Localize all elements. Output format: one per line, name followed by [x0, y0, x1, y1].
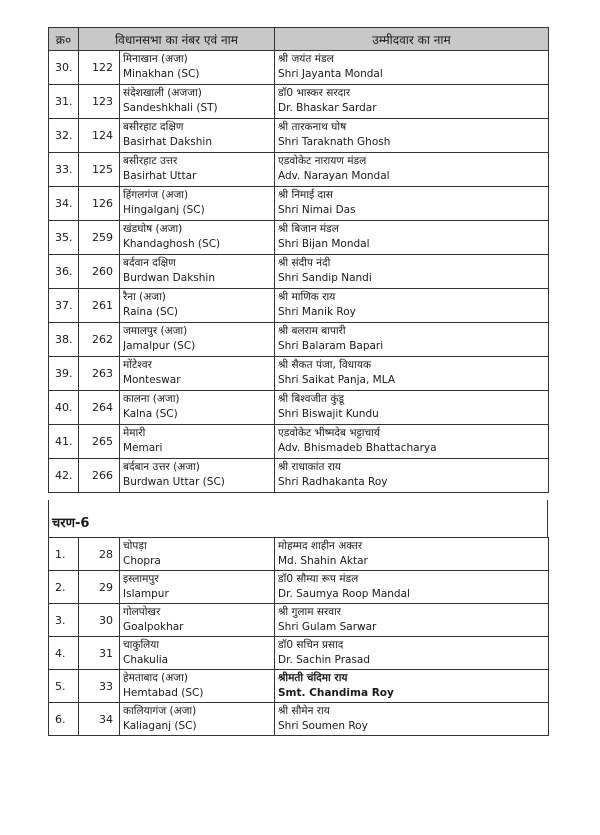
- phase-gap: [48, 500, 548, 511]
- constituency-number: 125: [79, 153, 120, 187]
- serial-number: 5.: [49, 670, 79, 703]
- candidate-name-hindi: डॉ0 सौम्या रूप मंडल: [278, 573, 359, 585]
- constituency-name: [120, 221, 275, 255]
- table-row: [49, 357, 549, 391]
- serial-number: 42.: [49, 459, 79, 493]
- candidate-name-english: Adv. Narayan Mondal: [278, 170, 390, 182]
- constituency-name-hindi: गोलपोखर: [123, 606, 161, 618]
- constituency-number: 124: [79, 119, 120, 153]
- constituency-name-hindi: हिंगलगंज (अजा): [123, 189, 189, 201]
- constituency-name-english: Jamalpur (SC): [123, 340, 196, 352]
- candidate-name-english: Dr. Sachin Prasad: [278, 654, 371, 666]
- candidate-name-hindi: श्री बिजान मंडल: [278, 223, 339, 235]
- candidate-name-english: Dr. Saumya Roop Mandal: [278, 588, 410, 600]
- constituency-name-english: Kalna (SC): [123, 408, 178, 420]
- serial-number: 36.: [49, 255, 79, 289]
- constituency-name: [120, 637, 275, 670]
- candidate-name: [275, 637, 549, 670]
- serial-number: 37.: [49, 289, 79, 323]
- candidate-table-1: [48, 27, 549, 493]
- table-row: [49, 538, 549, 571]
- constituency-name: [120, 187, 275, 221]
- constituency-number: 264: [79, 391, 120, 425]
- header-sn: क्र०: [49, 28, 79, 51]
- table-row: [49, 255, 549, 289]
- candidate-name: [275, 153, 549, 187]
- candidate-name-hindi: श्री जयंत मंडल: [278, 53, 334, 65]
- serial-number: 4.: [49, 637, 79, 670]
- serial-number: 41.: [49, 425, 79, 459]
- constituency-number: 28: [79, 538, 120, 571]
- constituency-name-english: Hingalganj (SC): [123, 204, 205, 216]
- constituency-name-english: Kaliaganj (SC): [123, 720, 197, 732]
- constituency-number: 34: [79, 703, 120, 736]
- table-row: [49, 391, 549, 425]
- table-row: [49, 604, 549, 637]
- constituency-name-hindi: खंडघोष (अजा): [123, 223, 183, 235]
- candidate-name-hindi: श्री तारकनाथ घोष: [278, 121, 347, 133]
- candidate-name-hindi: श्री सैकत पंजा, विधायक: [278, 359, 372, 371]
- candidate-name: [275, 357, 549, 391]
- candidate-name-hindi: श्री संदीप नंदी: [278, 257, 331, 269]
- table-row: [49, 425, 549, 459]
- table-row: [49, 51, 549, 85]
- table-row: [49, 670, 549, 703]
- constituency-number: 123: [79, 85, 120, 119]
- candidate-name-english: Shri Taraknath Ghosh: [278, 136, 391, 148]
- constituency-name: [120, 538, 275, 571]
- constituency-name-english: Sandeshkhali (ST): [123, 102, 218, 114]
- candidate-name: [275, 119, 549, 153]
- constituency-number: 265: [79, 425, 120, 459]
- constituency-name-english: Goalpokhar: [123, 621, 184, 633]
- header-candidate: उम्मीदवार का नाम: [275, 28, 549, 51]
- table-row: [49, 119, 549, 153]
- candidate-name: [275, 323, 549, 357]
- constituency-number: 263: [79, 357, 120, 391]
- constituency-name-english: Monteswar: [123, 374, 181, 386]
- constituency-name-english: Chakulia: [123, 654, 169, 666]
- candidate-name-english: Md. Shahin Aktar: [278, 555, 368, 567]
- candidate-name-hindi: डॉ0 सचिन प्रसाद: [278, 639, 344, 651]
- table-row: [49, 459, 549, 493]
- candidate-name: [275, 703, 549, 736]
- constituency-name: [120, 459, 275, 493]
- constituency-name-english: Hemtabad (SC): [123, 687, 204, 699]
- candidate-name: [275, 85, 549, 119]
- candidate-name: [275, 289, 549, 323]
- candidate-table-2: [48, 537, 549, 736]
- candidate-name: [275, 604, 549, 637]
- candidate-name-hindi: श्री माणिक राय: [278, 291, 336, 303]
- constituency-name-hindi: बसीरहाट दक्षिण: [123, 121, 184, 133]
- serial-number: 38.: [49, 323, 79, 357]
- constituency-name: [120, 425, 275, 459]
- candidate-name-hindi: एडवोकेट नारायण मंडल: [278, 155, 367, 167]
- constituency-number: 122: [79, 51, 120, 85]
- constituency-name: [120, 323, 275, 357]
- constituency-name-hindi: हेमताबाद (अजा): [123, 672, 188, 684]
- constituency-name: [120, 153, 275, 187]
- constituency-name-hindi: जमालपुर (अजा): [123, 325, 188, 337]
- candidate-name-hindi: श्री गुलाम सरवार: [278, 606, 342, 618]
- constituency-name-english: Minakhan (SC): [123, 68, 200, 80]
- constituency-name: [120, 357, 275, 391]
- constituency-number: 126: [79, 187, 120, 221]
- constituency-name: [120, 571, 275, 604]
- constituency-name: [120, 85, 275, 119]
- serial-number: 34.: [49, 187, 79, 221]
- constituency-name-hindi: इस्लामपुर: [123, 573, 159, 585]
- serial-number: 39.: [49, 357, 79, 391]
- constituency-name-hindi: बर्दबान उत्तर (अजा): [123, 461, 200, 473]
- constituency-name: [120, 703, 275, 736]
- serial-number: 30.: [49, 51, 79, 85]
- candidate-name-english: Shri Gulam Sarwar: [278, 621, 377, 633]
- candidate-name-hindi: श्रीमती चंदिमा राय: [278, 672, 348, 684]
- header-row: [49, 28, 549, 51]
- table-row: [49, 187, 549, 221]
- serial-number: 31.: [49, 85, 79, 119]
- candidate-name-hindi: डॉ0 भास्कर सरदार: [278, 87, 351, 99]
- constituency-name-hindi: रैना (अजा): [123, 291, 166, 303]
- constituency-name: [120, 391, 275, 425]
- candidate-name-english: Shri Saikat Panja, MLA: [278, 374, 396, 386]
- table-row: [49, 703, 549, 736]
- constituency-name-english: Burdwan Dakshin: [123, 272, 215, 284]
- candidate-name: [275, 538, 549, 571]
- constituency-number: 259: [79, 221, 120, 255]
- header-constituency: विधानसभा का नंबर एवं नाम: [79, 28, 275, 51]
- constituency-name-english: Raina (SC): [123, 306, 179, 318]
- serial-number: 33.: [49, 153, 79, 187]
- constituency-name-hindi: मिनाखान (अजा): [123, 53, 188, 65]
- candidate-name-english: Shri Balaram Bapari: [278, 340, 384, 352]
- table-row: [49, 571, 549, 604]
- constituency-name: [120, 670, 275, 703]
- constituency-name-english: Burdwan Uttar (SC): [123, 476, 225, 488]
- candidate-name-english: Shri Nimai Das: [278, 204, 356, 216]
- serial-number: 6.: [49, 703, 79, 736]
- constituency-name-english: Khandaghosh (SC): [123, 238, 221, 250]
- candidate-name-hindi: मोहम्मद शाहीन अक्तर: [278, 540, 363, 552]
- constituency-name-hindi: मेमारी: [123, 427, 146, 439]
- constituency-number: 29: [79, 571, 120, 604]
- candidate-name: [275, 425, 549, 459]
- constituency-number: 262: [79, 323, 120, 357]
- candidate-name-hindi: श्री बिश्वजीत कुंडू: [278, 393, 345, 405]
- table-row: [49, 323, 549, 357]
- candidate-name-hindi: श्री निमाई दास: [278, 189, 333, 201]
- table-row: [49, 221, 549, 255]
- constituency-name-hindi: बसीरहाट उत्तर: [123, 155, 178, 167]
- candidate-name-hindi: एडवोकेट भीष्मदेब भट्टाचार्य: [278, 427, 380, 439]
- constituency-name-english: Chopra: [123, 555, 161, 567]
- constituency-name-hindi: कालियागंज (अजा): [123, 705, 197, 717]
- candidate-name-english: Shri Jayanta Mondal: [278, 68, 383, 80]
- serial-number: 1.: [49, 538, 79, 571]
- constituency-number: 33: [79, 670, 120, 703]
- constituency-name-hindi: चोपड़ा: [123, 540, 147, 552]
- candidate-name: [275, 221, 549, 255]
- candidate-name: [275, 51, 549, 85]
- serial-number: 3.: [49, 604, 79, 637]
- candidate-name: [275, 670, 549, 703]
- constituency-number: 261: [79, 289, 120, 323]
- table-row: [49, 637, 549, 670]
- constituency-name-hindi: संदेशखाली (अजजा): [123, 87, 202, 99]
- phase-heading: चरण-6: [48, 511, 548, 537]
- candidate-name: [275, 571, 549, 604]
- candidate-name-english: Shri Biswajit Kundu: [278, 408, 379, 420]
- constituency-name-hindi: बर्दवान दक्षिण: [123, 257, 176, 269]
- table-row: [49, 289, 549, 323]
- candidate-name: [275, 187, 549, 221]
- candidate-name: [275, 459, 549, 493]
- constituency-name: [120, 255, 275, 289]
- candidate-name-english: Shri Radhakanta Roy: [278, 476, 388, 488]
- serial-number: 2.: [49, 571, 79, 604]
- constituency-name: [120, 51, 275, 85]
- serial-number: 40.: [49, 391, 79, 425]
- constituency-name-english: Basirhat Dakshin: [123, 136, 212, 148]
- constituency-name-english: Basirhat Uttar: [123, 170, 197, 182]
- candidate-name-english: Shri Bijan Mondal: [278, 238, 370, 250]
- candidate-name-english: Shri Soumen Roy: [278, 720, 368, 732]
- serial-number: 35.: [49, 221, 79, 255]
- constituency-name-hindi: मोंटेश्वर: [123, 359, 152, 371]
- candidate-name-english: Shri Manik Roy: [278, 306, 356, 318]
- table-row: [49, 153, 549, 187]
- candidate-name-english: Smt. Chandima Roy: [278, 687, 394, 699]
- constituency-name: [120, 604, 275, 637]
- candidate-name-hindi: श्री राधाकांत राय: [278, 461, 341, 473]
- candidate-name-english: Adv. Bhismadeb Bhattacharya: [278, 442, 437, 454]
- constituency-number: 30: [79, 604, 120, 637]
- candidate-name-hindi: श्री बलराम बापारी: [278, 325, 346, 337]
- candidate-name: [275, 391, 549, 425]
- constituency-name-hindi: चाकुलिया: [123, 639, 160, 651]
- serial-number: 32.: [49, 119, 79, 153]
- candidate-name-english: Shri Sandip Nandi: [278, 272, 372, 284]
- constituency-name: [120, 119, 275, 153]
- candidate-name-english: Dr. Bhaskar Sardar: [278, 102, 377, 114]
- constituency-name-hindi: कालना (अजा): [123, 393, 180, 405]
- constituency-number: 31: [79, 637, 120, 670]
- constituency-name-english: Islampur: [123, 588, 169, 600]
- table-row: [49, 85, 549, 119]
- candidate-name: [275, 255, 549, 289]
- candidate-name-hindi: श्री सौमेन राय: [278, 705, 330, 717]
- constituency-number: 266: [79, 459, 120, 493]
- constituency-name-english: Memari: [123, 442, 163, 454]
- constituency-number: 260: [79, 255, 120, 289]
- constituency-name: [120, 289, 275, 323]
